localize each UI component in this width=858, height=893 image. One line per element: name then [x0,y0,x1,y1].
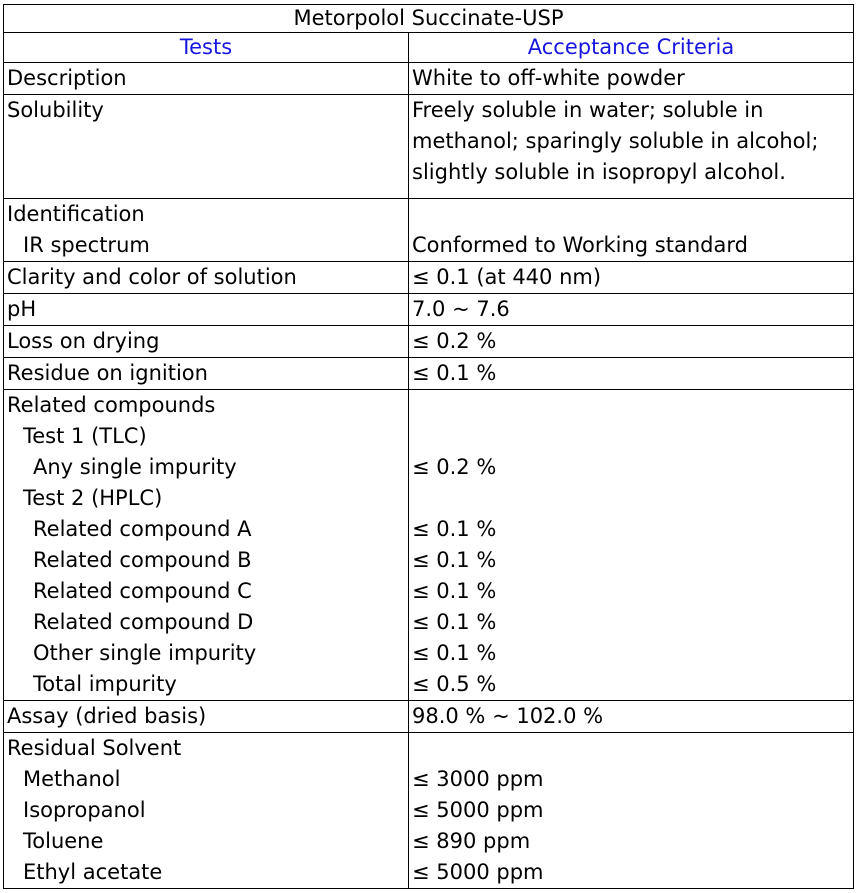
test-label: pH [7,297,37,321]
test-sublabel: Methanol [23,767,121,791]
test-cell [4,63,409,95]
row-solubility [4,95,854,199]
test-sublabel: Related compound D [33,610,254,634]
test-label: Assay (dried basis) [7,704,207,728]
criteria-value: ≤ 0.1 (at 440 nm) [412,265,602,289]
criteria-value: ≤ 3000 ppm [412,767,544,791]
test-cell [4,701,409,733]
test-label: Residual Solvent [7,736,182,760]
criteria-value: Conformed to Working standard [412,233,748,257]
test-sublabel: Other single impurity [33,641,257,665]
test-cell [4,199,409,262]
criteria-cell [409,95,854,199]
criteria-cell [409,262,854,294]
test-cell [4,294,409,326]
criteria-value [412,199,853,230]
criteria-value [412,733,853,764]
test-label: Description [7,66,127,90]
test-sublabel: IR spectrum [23,233,150,257]
test-cell [4,358,409,390]
test-label: Clarity and color of solution [7,265,297,289]
test-cell [4,262,409,294]
test-cell [4,326,409,358]
test-cell [4,733,409,889]
criteria-cell [409,63,854,95]
criteria-value: White to off-white powder [412,66,685,90]
row-identification [4,199,854,262]
criteria-value: slightly soluble in isopropyl alcohol. [412,160,786,184]
criteria-value [412,390,853,421]
cell-spacer [412,188,853,198]
test-cell [4,95,409,199]
row-residual-solvent [4,733,854,889]
criteria-value: Freely soluble in water; soluble in [412,98,764,122]
criteria-cell [409,390,854,701]
criteria-value: ≤ 0.2 % [412,455,497,479]
criteria-value: ≤ 0.1 % [412,610,497,634]
test-sublabel: Test 2 (HPLC) [23,486,163,510]
criteria-cell [409,701,854,733]
test-sublabel: Ethyl acetate [23,860,163,884]
criteria-value: ≤ 0.1 % [412,517,497,541]
header-row [4,33,854,63]
test-sublabel: Total impurity [33,672,177,696]
criteria-cell [409,294,854,326]
header-tests: Tests [4,33,409,63]
criteria-value: ≤ 0.1 % [412,361,497,385]
criteria-value: 7.0 ~ 7.6 [412,297,510,321]
criteria-value: ≤ 890 ppm [412,829,531,853]
row-description [4,63,854,95]
test-sublabel: Related compound C [33,579,252,603]
test-sublabel: Toluene [23,829,104,853]
row-related-compounds [4,390,854,701]
header-criteria: Acceptance Criteria [409,33,854,63]
row-loss-on-drying [4,326,854,358]
table-title: Metorpolol Succinate-USP [4,5,854,33]
title-row [4,5,854,33]
criteria-cell [409,733,854,889]
row-ph [4,294,854,326]
criteria-value [412,483,853,514]
test-sublabel: Isopropanol [23,798,146,822]
criteria-value: ≤ 0.1 % [412,548,497,572]
row-residue-on-ignition [4,358,854,390]
row-assay [4,701,854,733]
test-label: Loss on drying [7,329,160,353]
criteria-value: ≤ 0.2 % [412,329,497,353]
criteria-value: ≤ 5000 ppm [412,860,544,884]
row-clarity [4,262,854,294]
test-label: Solubility [7,98,104,122]
criteria-cell [409,199,854,262]
test-sublabel: Any single impurity [33,455,237,479]
criteria-value: 98.0 % ~ 102.0 % [412,704,604,728]
criteria-cell [409,326,854,358]
test-label: Residue on ignition [7,361,208,385]
test-label: Related compounds [7,393,216,417]
test-sublabel: Related compound B [33,548,252,572]
criteria-cell [409,358,854,390]
criteria-value [412,421,853,452]
criteria-value: ≤ 5000 ppm [412,798,544,822]
criteria-value: ≤ 0.1 % [412,641,497,665]
test-sublabel: Related compound A [33,517,252,541]
criteria-value: methanol; sparingly soluble in alcohol; [412,129,819,153]
criteria-value: ≤ 0.1 % [412,579,497,603]
criteria-value: ≤ 0.5 % [412,672,497,696]
test-label: Identification [7,202,145,226]
test-cell [4,390,409,701]
spec-table [3,4,854,889]
test-sublabel: Test 1 (TLC) [23,424,147,448]
